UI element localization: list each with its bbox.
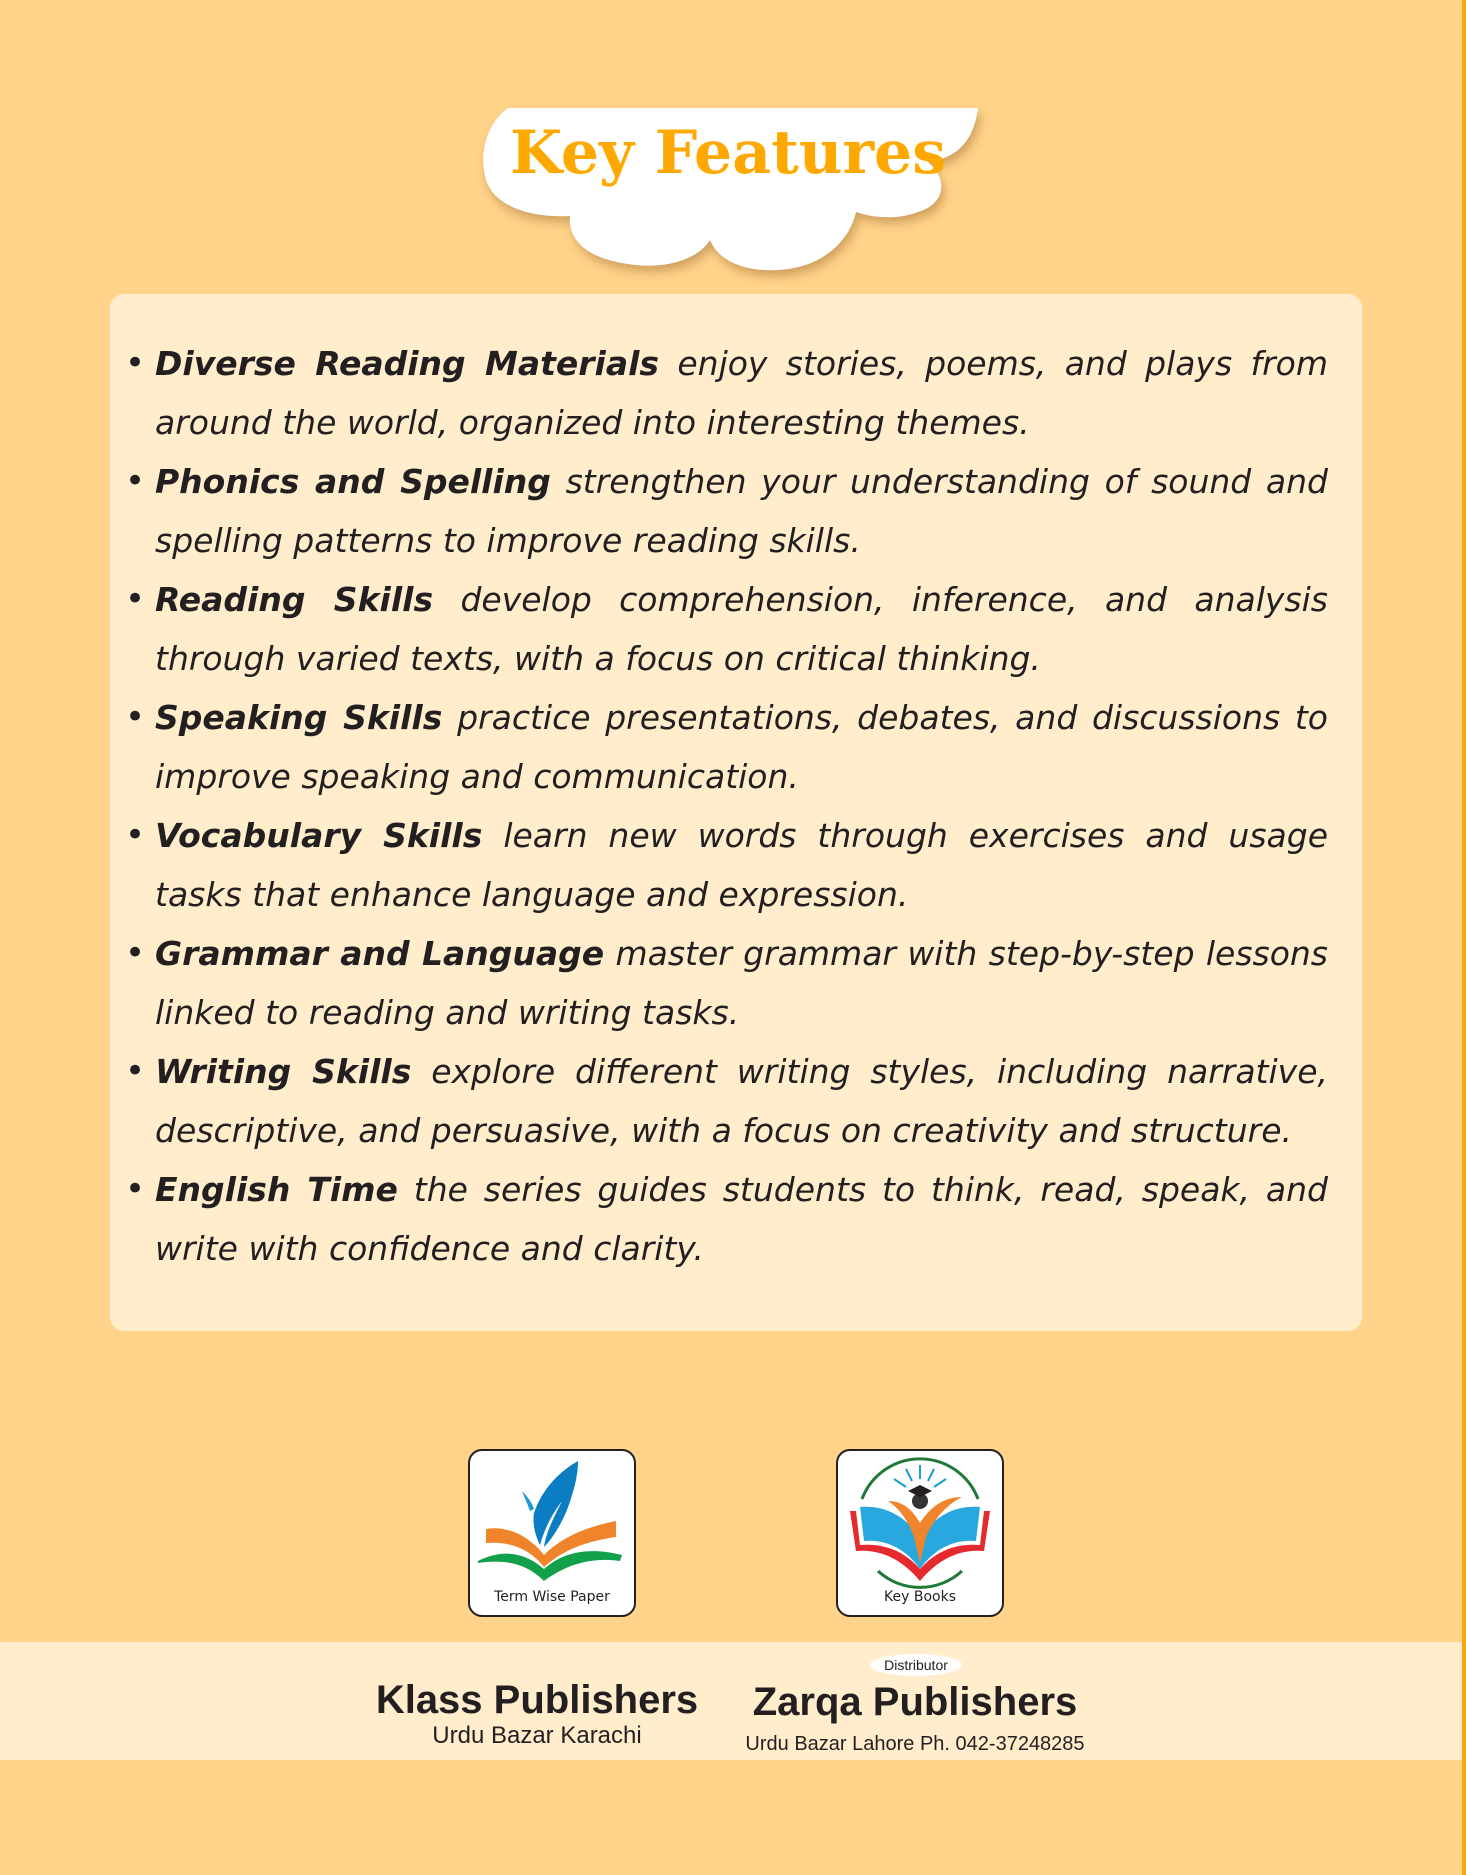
bullet-icon: • bbox=[125, 697, 146, 737]
title-cloud bbox=[478, 100, 998, 280]
feature-item bbox=[125, 924, 1328, 1042]
logo-caption: Term Wise Paper bbox=[494, 1589, 610, 1605]
feature-term: Grammar and Language bbox=[155, 934, 605, 973]
bullet-icon: • bbox=[125, 1051, 146, 1091]
term-wise-paper-logo bbox=[468, 1449, 636, 1617]
bullet-icon: • bbox=[125, 461, 146, 501]
bullet-icon: • bbox=[125, 343, 146, 383]
feature-term: Speaking Skills bbox=[155, 698, 443, 737]
bullet-icon: • bbox=[125, 933, 146, 973]
publisher-address: Urdu Bazar Karachi bbox=[432, 1722, 642, 1749]
key-books-logo bbox=[836, 1449, 1004, 1617]
publisher-address: Urdu Bazar Lahore Ph. 042-37248285 bbox=[745, 1733, 1085, 1755]
feature-description: the series guides students to think, read, speak, and write with confidence and clarity. bbox=[155, 1170, 1328, 1268]
feature-item bbox=[125, 334, 1328, 452]
distributor-badge: Distributor bbox=[870, 1654, 962, 1676]
feature-item bbox=[125, 570, 1328, 688]
feature-term: Phonics and Spelling bbox=[155, 462, 551, 501]
feature-item bbox=[125, 1042, 1328, 1160]
feature-description: enjoy stories, poems, and plays from around the world, organized into interesting themes. bbox=[155, 344, 1328, 442]
feature-description: develop comprehension, inference, and analysis through varied texts, with a focus on critical thinking. bbox=[155, 580, 1328, 678]
feature-item bbox=[125, 452, 1328, 570]
publisher-footer bbox=[0, 1642, 1462, 1760]
publisher-zarqa bbox=[735, 1680, 1095, 1758]
feature-term: Writing Skills bbox=[155, 1052, 412, 1091]
feature-item bbox=[125, 688, 1328, 806]
publisher-klass bbox=[372, 1678, 702, 1750]
feature-description: strengthen your understanding of sound and spelling patterns to improve reading skills. bbox=[155, 462, 1328, 560]
feature-description: explore different writing styles, including narrative, descriptive, and persuasive, with a focus on creativity and structure. bbox=[155, 1052, 1328, 1150]
page-title: Key Features bbox=[509, 118, 947, 188]
publisher-name: Klass Publishers bbox=[375, 1678, 699, 1722]
bullet-icon: • bbox=[125, 579, 146, 619]
feature-term: Reading Skills bbox=[155, 580, 434, 619]
publisher-name: Zarqa Publishers bbox=[752, 1680, 1078, 1724]
feature-item bbox=[125, 1160, 1328, 1278]
bullet-icon: • bbox=[125, 1169, 146, 1209]
feature-term: Diverse Reading Materials bbox=[155, 344, 660, 383]
feature-description: practice presentations, debates, and discussions to improve speaking and communication. bbox=[155, 698, 1328, 796]
feature-description: master grammar with step-by-step lessons linked to reading and writing tasks. bbox=[155, 934, 1328, 1032]
feature-item bbox=[125, 806, 1328, 924]
feature-description: learn new words through exercises and usage tasks that enhance language and expression. bbox=[155, 816, 1328, 914]
feature-term: Vocabulary Skills bbox=[155, 816, 483, 855]
right-edge-stripe bbox=[1462, 0, 1466, 1875]
feature-term: English Time bbox=[155, 1170, 398, 1209]
logo-caption: Key Books bbox=[884, 1589, 956, 1605]
features-panel bbox=[110, 294, 1362, 1331]
bullet-icon: • bbox=[125, 815, 146, 855]
feature-list bbox=[125, 334, 1328, 1278]
